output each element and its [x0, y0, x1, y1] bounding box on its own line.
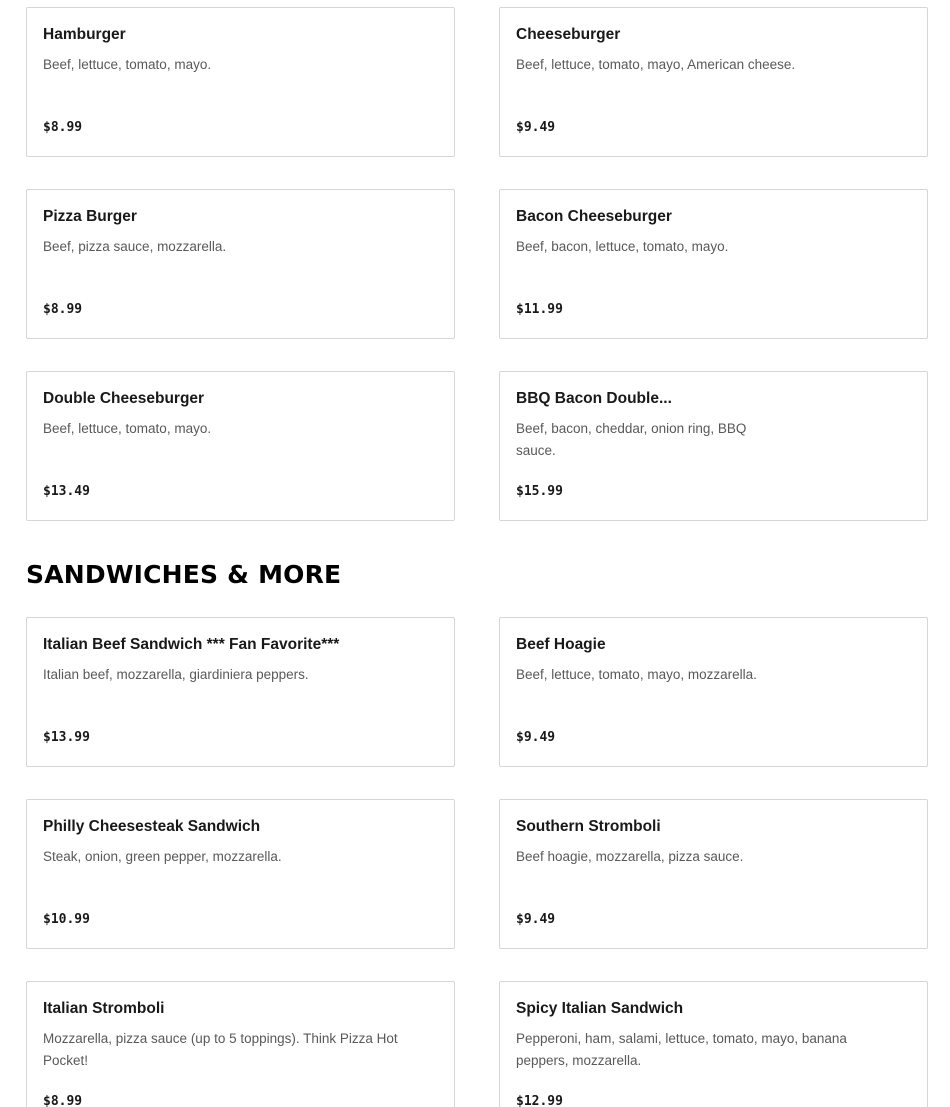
menu-item-card[interactable] — [499, 7, 928, 157]
item-price: $8.99 — [43, 120, 83, 135]
item-price: $15.99 — [516, 484, 563, 499]
menu-item-card[interactable] — [499, 189, 928, 339]
item-price: $11.99 — [516, 302, 563, 317]
item-price: $9.49 — [516, 912, 556, 927]
menu-item-card[interactable] — [26, 371, 455, 521]
menu-item-card[interactable] — [26, 799, 455, 949]
item-description: Beef hoagie, mozzarella, pizza sauce. — [516, 849, 744, 864]
item-description: Italian beef, mozzarella, giardiniera peppers. — [43, 667, 309, 682]
item-description: Beef, lettuce, tomato, mayo. — [43, 421, 212, 436]
item-description: Beef, lettuce, tomato, mayo, American cheese. — [516, 57, 796, 72]
item-price: $13.99 — [43, 730, 90, 745]
item-name: Southern Stromboli — [516, 818, 661, 835]
item-description: Beef, bacon, lettuce, tomato, mayo. — [516, 239, 729, 254]
item-name: Beef Hoagie — [516, 636, 606, 653]
menu-item-card[interactable] — [499, 371, 928, 521]
item-name: Italian Stromboli — [43, 1000, 165, 1017]
menu-item-card[interactable] — [499, 617, 928, 767]
item-description: Steak, onion, green pepper, mozzarella. — [43, 849, 282, 864]
item-price: $13.49 — [43, 484, 90, 499]
item-price: $9.49 — [516, 730, 556, 745]
item-name: Cheeseburger — [516, 26, 621, 43]
item-name: Philly Cheesesteak Sandwich — [43, 818, 261, 835]
item-name: Double Cheeseburger — [43, 390, 205, 407]
item-name: Hamburger — [43, 26, 126, 43]
item-name: Bacon Cheeseburger — [516, 208, 672, 225]
item-description: Beef, bacon, cheddar, onion ring, BBQ sauce. — [516, 421, 747, 458]
menu-item-card[interactable] — [26, 7, 455, 157]
item-name: BBQ Bacon Double... — [516, 390, 672, 407]
menu-item-card[interactable] — [499, 799, 928, 949]
item-description: Beef, lettuce, tomato, mayo. — [43, 57, 212, 72]
menu-item-card[interactable] — [26, 981, 455, 1107]
item-description: Beef, pizza sauce, mozzarella. — [43, 239, 227, 254]
item-price: $10.99 — [43, 912, 90, 927]
menu-item-card[interactable] — [26, 189, 455, 339]
item-description: Pepperoni, ham, salami, lettuce, tomato, mayo, banana peppers, mozzarella. — [516, 1031, 847, 1068]
item-price: $8.99 — [43, 302, 83, 317]
item-name: Spicy Italian Sandwich — [516, 1000, 684, 1017]
item-name: Pizza Burger — [43, 208, 137, 225]
section-heading-sandwiches: SANDWICHES & MORE — [26, 560, 342, 589]
menu-item-card[interactable] — [26, 617, 455, 767]
item-price: $9.49 — [516, 120, 556, 135]
item-description: Beef, lettuce, tomato, mayo, mozzarella. — [516, 667, 757, 682]
menu-item-card[interactable] — [499, 981, 928, 1107]
item-name: Italian Beef Sandwich *** Fan Favorite*** — [43, 636, 340, 653]
item-price: $12.99 — [516, 1094, 563, 1107]
item-price: $8.99 — [43, 1094, 83, 1107]
item-description: Mozzarella, pizza sauce (up to 5 toppings). Think Pizza Hot Pocket! — [43, 1031, 398, 1068]
